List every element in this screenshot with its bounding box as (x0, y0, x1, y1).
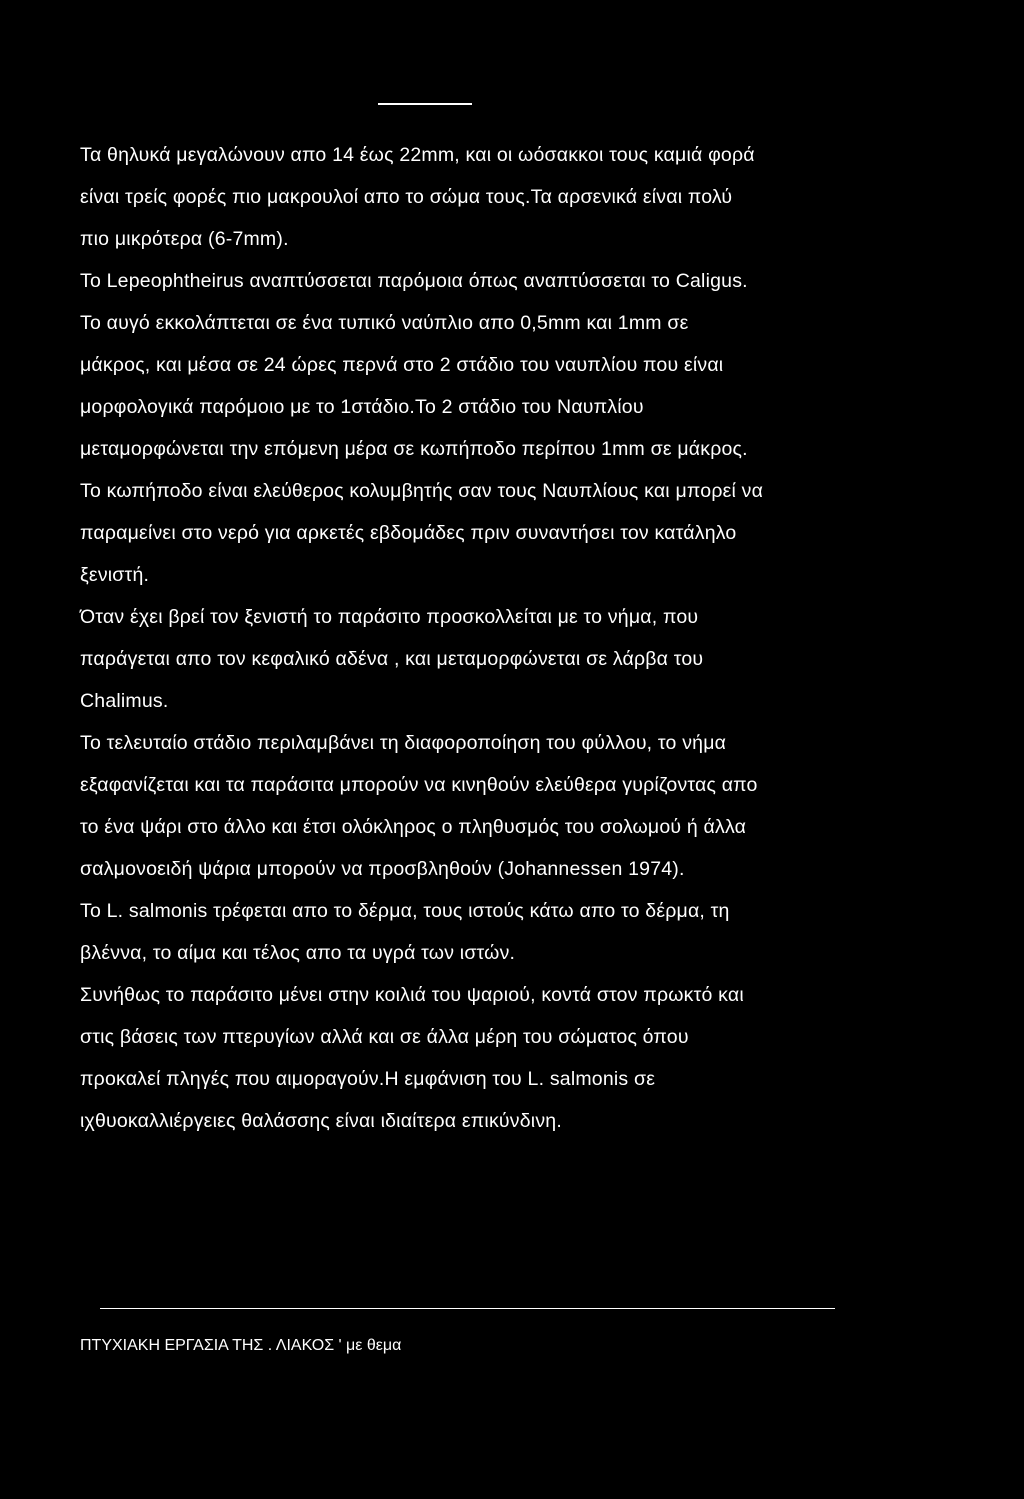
text-line: Το Lepeophtheirus αναπτύσσεται παρόμοια όπως αναπτύσσεται το Caligus. (80, 270, 748, 292)
text-line: το ένα ψάρι στο άλλο και έτσι ολόκληρος ο πληθυσμός του σολωμού ή άλλα (80, 816, 747, 838)
text-line: εξαφανίζεται και τα παράσιτα μπορούν να κινηθούν ελεύθερα γυρίζοντας απο (80, 774, 758, 796)
text-line: μορφολογικά παρόμοιο με το 1στάδιο.Το 2 στάδιο του Ναυπλίου (80, 396, 644, 418)
text-line: Το τελευταίο στάδιο περιλαμβάνει τη διαφοροποίηση του φύλλου, το νήμα (80, 732, 727, 754)
footer-divider (100, 1308, 835, 1309)
text-line: Chalimus. (80, 690, 169, 712)
text-line: Τα θηλυκά μεγαλώνουν απο 14 έως 22mm, και οι ωόσακκοι τους καμιά φορά (80, 144, 755, 166)
text-line: Το L. salmonis τρέφεται απο το δέρμα, τους ιστούς κάτω απο το δέρμα, τη (80, 900, 730, 922)
text-line: ξενιστή. (80, 564, 150, 586)
text-line: Το αυγό εκκολάπτεται σε ένα τυπικό ναύπλιο απο 0,5mm και 1mm σε (80, 312, 689, 334)
text-line: προκαλεί πληγές που αιμοραγούν.Η εμφάνιση του L. salmonis σε (80, 1068, 656, 1090)
text-line: σαλμονοειδή ψάρια μπορούν να προσβληθούν (Johannessen 1974). (80, 858, 685, 880)
text-line: πιο μικρότερα (6-7mm). (80, 228, 289, 250)
top-divider (378, 103, 472, 105)
text-line: μεταμορφώνεται την επόμενη μέρα σε κωπήποδο περίπου 1mm σε μάκρος. (80, 438, 748, 460)
text-line: βλέννα, το αίμα και τέλος απο τα υγρά των ιστών. (80, 942, 516, 964)
document-body (80, 134, 960, 1142)
text-line: Το κωπήποδο είναι ελεύθερος κολυμβητής σαν τους Ναυπλίους και μπορεί να (80, 480, 764, 502)
text-line: παραμείνει στο νερό για αρκετές εβδομάδες πριν συναντήσει τον κατάληλο (80, 522, 737, 544)
text-line: Συνήθως το παράσιτο μένει στην κοιλιά του ψαριού, κοντά στον πρωκτό και (80, 984, 744, 1006)
text-line: ιχθυοκαλλιέργειες θαλάσσης είναι ιδιαίτερα επικύνδινη. (80, 1110, 562, 1132)
text-line: Όταν έχει βρεί τον ξενιστή το παράσιτο προσκολλείται με το νήμα, που (80, 606, 699, 628)
text-line: είναι τρείς φορές πιο μακρουλοί απο το σώμα τους.Τα αρσενικά είναι πολύ (80, 186, 733, 208)
text-line: στις βάσεις των πτερυγίων αλλά και σε άλλα μέρη του σώματος όπου (80, 1026, 689, 1048)
text-line: παράγεται απο τον κεφαλικό αδένα , και μεταμορφώνεται σε λάρβα του (80, 648, 704, 670)
page-footer: ΠΤΥΧΙΑΚΗ ΕΡΓΑΣΙΑ ΤΗΣ . ΛΙΑΚΟΣ ' με θεμα (80, 1337, 402, 1354)
text-line: μάκρος, και μέσα σε 24 ώρες περνά στο 2 στάδιο του ναυπλίου που είναι (80, 354, 724, 376)
